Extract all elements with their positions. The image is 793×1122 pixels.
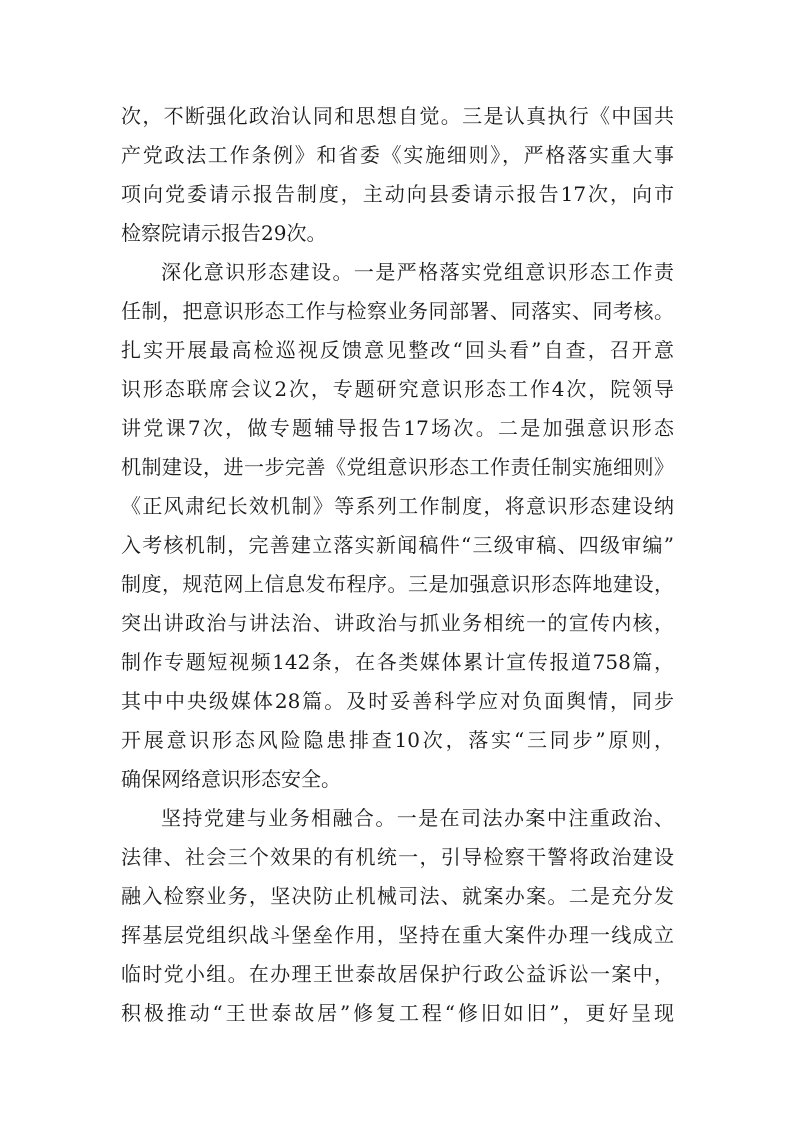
- text-line: 检察院请示报告29次。: [121, 221, 327, 245]
- text-line: 深化意识形态建设。一是严格落实党组意识形态工作责: [161, 260, 674, 284]
- text-line: 融入检察业务，坚决防止机械司法、就案办案。二是充分发: [121, 884, 674, 908]
- document-body: [121, 97, 674, 1033]
- text-line: 确保网络意识形态安全。: [121, 767, 341, 791]
- text-line: 项向党委请示报告制度，主动向县委请示报告17次，向市: [121, 182, 674, 206]
- text-line: 产党政法工作条例》和省委《实施细则》，严格落实重大事: [121, 143, 674, 167]
- text-line: 坚持党建与业务相融合。一是在司法办案中注重政治、: [161, 806, 674, 830]
- text-line: 突出讲政治与讲法治、讲政治与抓业务相统一的宣传内核，: [121, 611, 674, 635]
- text-line: 扎实开展最高检巡视反馈意见整改“回头看”自查，召开意: [121, 338, 674, 362]
- text-line: 临时党小组。在办理王世泰故居保护行政公益诉讼一案中，: [121, 962, 674, 986]
- text-line: 制作专题短视频142条，在各类媒体累计宣传报道758篇，: [121, 650, 674, 674]
- text-line: 《正风肃纪长效机制》等系列工作制度，将意识形态建设纳: [121, 494, 674, 518]
- text-line: 制度，规范网上信息发布程序。三是加强意识形态阵地建设，: [121, 572, 674, 596]
- text-line: 机制建设，进一步完善《党组意识形态工作责任制实施细则》: [121, 455, 674, 479]
- text-line: 识形态联席会议2次，专题研究意识形态工作4次，院领导: [121, 377, 674, 401]
- text-line: 挥基层党组织战斗堡垒作用，坚持在重大案件办理一线成立: [121, 923, 674, 947]
- paragraph-p2: [121, 253, 674, 799]
- text-line: 积极推动“王世泰故居”修复工程“修旧如旧”，更好呈现: [121, 1001, 674, 1025]
- text-line: 入考核机制，完善建立落实新闻稿件“三级审稿、四级审编”: [121, 533, 674, 557]
- text-line: 开展意识形态风险隐患排查10次，落实“三同步”原则，: [121, 728, 674, 752]
- text-line: 法律、社会三个效果的有机统一，引导检察干警将政治建设: [121, 845, 674, 869]
- paragraph-p1: [121, 97, 674, 253]
- text-line: 次，不断强化政治认同和思想自觉。三是认真执行《中国共: [121, 104, 674, 128]
- text-line: 讲党课7次，做专题辅导报告17场次。二是加强意识形态: [121, 416, 674, 440]
- text-line: 任制，把意识形态工作与检察业务同部署、同落实、同考核。: [121, 299, 674, 323]
- text-line: 其中中央级媒体28篇。及时妥善科学应对负面舆情，同步: [121, 689, 674, 713]
- paragraph-p3: [121, 799, 674, 1033]
